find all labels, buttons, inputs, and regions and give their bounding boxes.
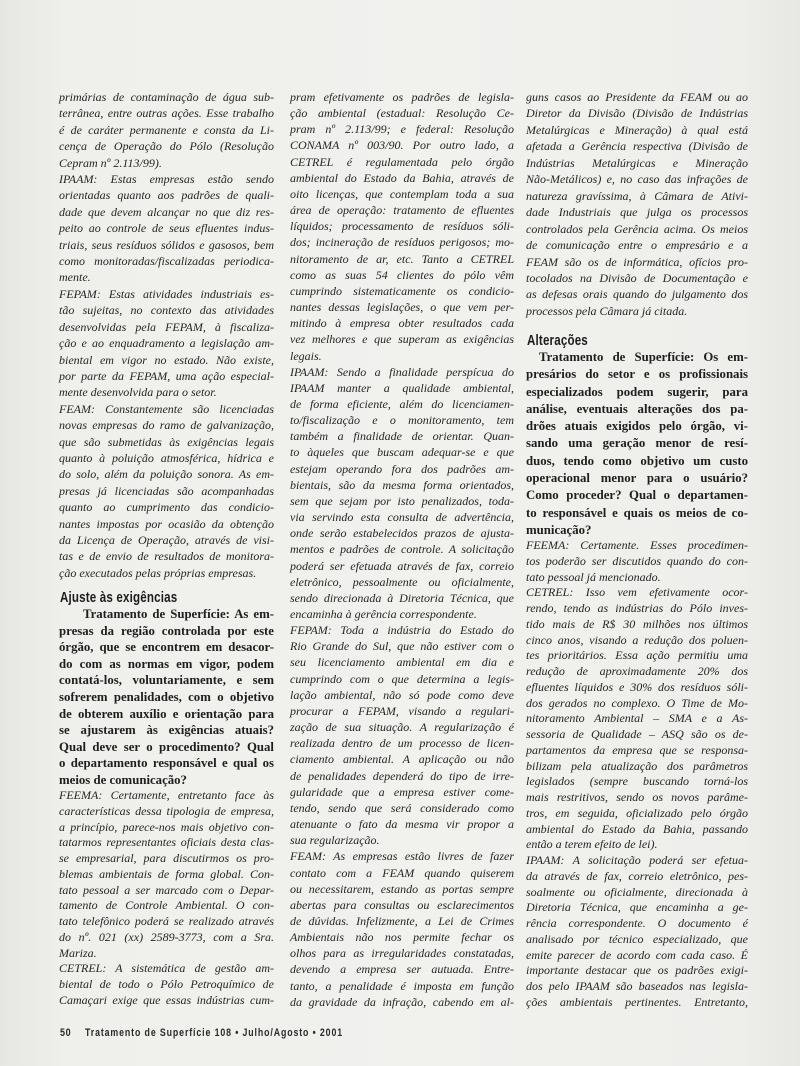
text-line: dos gerados no complexo. O Time de Mo- [526,695,748,710]
text-line: zação de sua situação. A regularização é [290,720,514,735]
text-line: tato telefônico poderá se realizado através [59,914,274,928]
text-line: de comunicação entre o empresário e a [526,238,748,253]
text-line: drões atuais exigidos pelo órgão, vi- [526,419,748,434]
text-line: dade que devem alcançar no que diz res- [59,204,274,219]
text-line: triais, seus resíduos sólidos e gasosos, bem [59,237,274,252]
text-line: ambiental do Estado da Bahia, através de [290,170,514,185]
text-line: via servindo esta consulta de advertência, [290,510,514,525]
paragraph [290,848,514,1010]
text-line: FEEMA: Certamente, entretanto face às [59,788,274,802]
text-line: rência correspondente. O documento é [526,916,748,930]
text-line: Como proceder? Qual o departamen- [526,488,748,503]
paragraph [526,538,748,585]
text-line: to àqueles que buscam adequar-se e que [290,445,514,460]
text-line: municação? [526,522,592,537]
text-line: do com as normas em vigor, podem [59,656,274,671]
text-line: Mariza. [59,945,97,960]
text-line: olhos para as irregularidades constatadas, [290,946,514,961]
publication-line: Tratamento de Superfície 108 • Julho/Agosto • 2001 [85,1027,344,1039]
text-line: IPAAM: A solicitação poderá ser efetua- [526,853,748,867]
text-line: Tratamento de Superfície: As em- [83,607,274,621]
paragraph [59,606,274,789]
text-line: as defesas orais quando do julgamento dos [526,287,748,302]
text-line: ambiental do Estado da Bahia, passando [526,821,748,836]
text-line: especializados podem sugerir, para [526,384,748,399]
text-line: bilizam pela atualização dos parâmetros [526,758,748,773]
text-line: FEPAM: Estas atividades industriais es- [59,286,274,301]
text-line: atenuante o fato da mesma vir propor a [290,817,514,832]
text-line: lação ambiental, não só pode como deve [290,687,514,702]
text-line: novas empresas do ramo de galvanização, [59,418,274,433]
right-column-question [526,349,748,539]
text-line: sofrerem penalidades, com o objetivo [59,689,274,704]
text-line: legislados (sempre buscando torná-los [526,774,748,789]
section-heading-text: Ajuste às exigências [60,590,178,606]
text-line: ou necessitarem, estando as portas sempre [290,881,514,896]
text-line: meios de comunicação? [59,772,187,787]
text-line: FEAM: As empresas estão livres de fazer [290,849,514,864]
text-line: rendo, tendo as indústrias do Pólo inves- [526,601,748,615]
text-line: sem que sejam por isto penalizados, toda- [290,493,514,508]
text-line: guns casos ao Presidente da FEAM ou ao [526,90,748,104]
text-line: ções ambientais pertinentes. Entretanto, [526,994,748,1009]
text-line: poderá ser efetuada através de fax, correio [290,558,514,573]
text-line: operacional menor para o usuário? [526,471,748,486]
text-line: presas já licenciadas são acompanhadas [59,483,274,498]
text-line: cumprindo sistematicamente os condicio- [290,283,514,298]
text-line: de obterem auxílio e orientação para [59,706,274,721]
text-line: natureza gravíssima, à Câmara de Ativi- [526,188,748,203]
text-line: gularidade que a empresa estiver come- [290,784,514,799]
text-line: tendo, sendo que será considerado como [290,800,514,815]
text-line: tros, em seguida, oficializado pelo órgão [526,805,748,820]
left-column-intro-text [59,89,274,581]
text-line: de dúvidas. Infelizmente, a Lei de Crimes [290,913,514,928]
text-line: mente. [59,270,91,285]
text-line: características dessa tipologia de empresa, [59,803,274,818]
text-line: por parte da FEPAM, uma ação especial- [59,368,274,383]
left-column-question [59,606,274,789]
paragraph [526,853,748,1011]
text-line: CETREL: Isso vem efetivamente ocor- [526,585,748,600]
text-line: Cepram nº 2.113/99). [59,155,162,170]
text-line: processos pela Câmara já citada. [526,303,688,318]
text-line: como monitoradas/fiscalizadas periodica- [59,254,274,269]
paragraph [526,349,748,539]
text-line: Metalúrgicas e Mineração) à qual está [526,122,748,137]
text-line: ção ambiental (estadual: Resolução Ce- [290,106,514,121]
text-line: dade Industriais que julga os processos [526,205,748,220]
text-line: tocolados na Divisão de Documentação e [526,270,748,285]
text-line: de penalidades dependerá do tipo de irre- [290,768,514,783]
text-line: ção e ao enquadramento a legislação am- [59,336,274,351]
text-line: FEAM: Constantemente são licenciadas [59,401,274,416]
text-line: FEEMA: Certamente. Esses procedimen- [526,538,748,552]
text-line: seu licenciamento ambiental em dia e [290,655,514,670]
text-line: mitindo à empresa obter resultados cada [290,316,514,331]
text-line: peito ao controle de seus efluentes indus- [59,221,274,236]
text-line: análise, eventuais alterações dos pa- [526,401,748,416]
text-line: IPAAM: Estas empresas estão sendo [59,172,274,187]
paragraph [526,89,748,319]
text-line: ciamento ambiental. A aplicação ou não [290,752,514,767]
text-line: devendo a empresa ser autuada. Entre- [290,962,514,977]
text-line: CETREL: A sistemática de gestão am- [59,961,274,976]
text-line: legais. [290,348,322,363]
text-line: da Licença de Operação, através de visi- [59,532,274,547]
text-line: dos; incineração de resíduos perigosos; mo- [290,235,514,250]
text-line: nitoramento Ambiental – SMA e a As- [526,711,748,726]
text-line: sessoria de Qualidade – ASQ são os de- [526,727,748,741]
text-line: IPAAM: Sendo a finalidade perspícua do [290,364,514,379]
text-line: também a finalidade de orientar. Quan- [290,429,514,444]
text-line: primárias de contaminação de água sub- [59,90,274,104]
paragraph [290,89,514,364]
text-line: biental de todo o Pólo Petroquímico de [59,977,274,991]
text-line: como as suas 54 clientes do pólo vêm [290,267,514,282]
text-line: tamento de Controle Ambiental. O con- [59,898,274,913]
text-line: tido mais de R$ 30 milhões nos últimos [526,616,748,631]
text-line: emite parecer de acordo com cada caso. É [526,947,748,962]
text-line: Camaçari exige que essas indústrias cum- [59,992,274,1007]
text-line: então a terem efeito de lei). [526,837,658,852]
text-line: tanto, a penalidade é imposta em função [290,978,514,993]
text-line: se ajustarem às exigências atuais? [59,723,274,738]
text-line: importante destacar que os padrões exigi- [526,963,748,978]
text-line: área de operação: tratamento de efluentes [290,203,514,218]
text-line: pram efetivamente os padrões de legisla- [290,90,514,104]
text-line: dos pelo IPAAM são baseados nas legisla- [526,979,748,993]
text-line: biental em vigor no estado. Não existe, [59,352,274,367]
text-line: tão sujeitas, no contexto das atividades [59,303,274,318]
text-line: sendo direcionada à Diretoria Técnica, que [290,590,514,605]
text-line: da através de fax, correio eletrônico, pes- [526,868,748,883]
text-line: sua regularização. [290,833,380,848]
text-line: CETREL é regulamentada pelo órgão [290,154,514,169]
text-line: tato pessoal a ser marcado com o Depar- [59,882,274,897]
text-line: duos, tendo como objetivo um custo [526,453,748,468]
text-line: quanto ao cumprimento das condicio- [59,500,274,515]
text-line: blemas ambientais de forma global. Con- [59,866,274,881]
text-line: tato pessoal já mencionado. [526,569,661,584]
text-line: to responsável e quais os meios de co- [526,505,748,520]
middle-column-answers [290,89,514,1010]
text-line: redução de aproximadamente 20% dos [526,664,748,678]
section-heading-ajuste [60,589,207,607]
text-line: líquidos; processamento de resíduos sóli- [290,219,514,234]
text-line: Diretor da Divisão (Divisão de Indústrias [526,106,748,121]
text-line: cumprindo com o que determina a legis- [290,671,514,686]
section-heading-alteracoes [527,332,603,350]
text-line: CONAMA nº 003/90. Por outro lado, a [290,138,514,153]
text-line: órgão, que se encontrem em desacor- [59,640,274,655]
text-line: tatarmos representantes oficiais desta clas- [59,835,274,850]
text-line: é de caráter permanente e consta da Li- [59,122,274,137]
text-line: analisado por técnico especializado, que [526,931,748,946]
text-line: oito licenças, que contemplam toda a sua [290,186,514,201]
text-line: tas e de envio de resultados de monitora- [59,549,274,564]
text-line: do nº. 021 (xx) 2589-3773, com a Sra. [59,929,274,944]
paragraph [290,622,514,848]
text-line: a princípio, parece-nos mais objetivo con- [59,819,274,834]
text-line: efluentes líquidos e 30% dos resíduos sóli- [526,679,748,694]
text-line: partamentos da empresa que se responsa- [526,742,748,757]
paragraph [59,89,274,171]
text-line: da gravidade da infração, cabendo em al- [290,994,514,1009]
text-line: de forma eficiente, além do licenciamen- [290,396,514,411]
text-line: o departamento responsável e qual os [59,756,274,771]
paragraph [59,788,274,961]
text-line: Ambientais não nos permite fechar os [290,930,514,945]
text-line: realizada dentro de um processo de licen- [290,736,514,751]
text-line: controlados pela Gerência acima. Os meios [526,221,748,236]
text-line: FEAM são os de informática, ofícios pro- [526,254,748,269]
text-line: se empresarial, para discutirmos os pro- [59,851,274,865]
paragraph [526,585,748,853]
text-line: ção executados pelas próprias empresas. [59,565,257,580]
text-line: vez melhores e que superam as exigências [290,332,514,347]
text-line: cença de Operação do Pólo (Resolução [59,139,274,154]
text-line: abertas para consultas ou esclarecimentos [290,897,514,912]
text-line: desenvolvidas pela FEPAM, à fiscaliza- [59,319,274,334]
text-line: Diretoria Técnica, que encaminha a ge- [526,900,748,915]
paragraph [59,961,274,1008]
text-line: afetada a Gerência respectiva (Divisão de [526,139,748,154]
text-line: Indústrias Metalúrgicas e Mineração [526,155,748,170]
text-line: mente desenvolvida para o setor. [59,385,217,400]
text-line: Tratamento de Superfície: Os em- [539,350,748,364]
paragraph [290,364,514,623]
text-line: contatá-los, voluntariamente, e sem [59,673,274,688]
text-line: Rio Grande do Sul, que não estiver com o [290,639,514,654]
left-column-answers [59,788,274,1009]
text-line: soalmente ou oficialmente, direcionada à [526,884,748,899]
text-line: pram nº 2.113/99; e federal: Resolução [290,122,514,137]
text-line: encaminha à gerência correspondente. [290,607,477,621]
text-line: presas da região controlada por este [59,623,274,638]
paragraph [59,171,274,286]
text-line: eletrônico, pessoalmente ou oficialmente, [290,574,514,589]
text-line: do solo, além da poluição sonora. As em- [59,467,274,482]
text-line: Não-Metálicos) e, no caso das infrações de [526,172,748,187]
text-line: to/fiscalização e o monitoramento, tem [290,413,514,428]
text-line: mais restritivos, sendo os novos parâme- [526,790,748,804]
text-line: tes prioritários. Essa ação permitiu uma [526,648,748,663]
text-line: cinco anos, visando a redução dos poluen- [526,632,748,647]
text-line: nantes impostas por ocasião da obtenção [59,516,274,531]
section-heading-text: Alterações [527,333,588,349]
page-number: 50 [60,1027,72,1039]
paragraph [59,286,274,401]
text-line: estejam operando fora dos padrões am- [290,461,514,476]
text-line: Qual deve ser o procedimento? Qual [59,739,274,754]
text-line: nantes dessas legislações, o que vem per- [290,300,514,315]
text-line: orientadas quanto aos padrões de quali- [59,188,274,203]
text-line: nitoramento de ar, etc. Tanto a CETREL [290,251,514,266]
text-line: FEPAM: Toda a indústria do Estado do [290,623,514,638]
text-line: presários do setor e os profissionais [526,367,748,382]
text-line: onde serão estabelecidos prazos de ajusta- [290,526,514,541]
text-line: mentos e padrões de controle. A solicitação [290,542,514,557]
text-line: procurar a FEPAM, visando a regulari- [290,703,514,718]
text-line: que são submetidas às exigências legais [59,434,274,449]
text-line: quanto à poluição atmosférica, hídrica e [59,450,274,465]
text-line: tos poderão ser discutidos quando do con- [526,553,748,568]
text-line: bientais, são da mesma forma orientados, [290,477,514,492]
text-line: sando uma geração menor de resí- [526,436,748,451]
right-column-intro-text [526,89,748,319]
right-column-answers [526,538,748,1011]
text-line: terrânea, entre outras ações. Esse trabalho [59,106,274,121]
text-line: IPAAM manter a qualidade ambiental, [290,380,514,395]
paragraph [59,401,274,581]
text-line: contato com a FEAM quando quiserem [290,865,514,880]
